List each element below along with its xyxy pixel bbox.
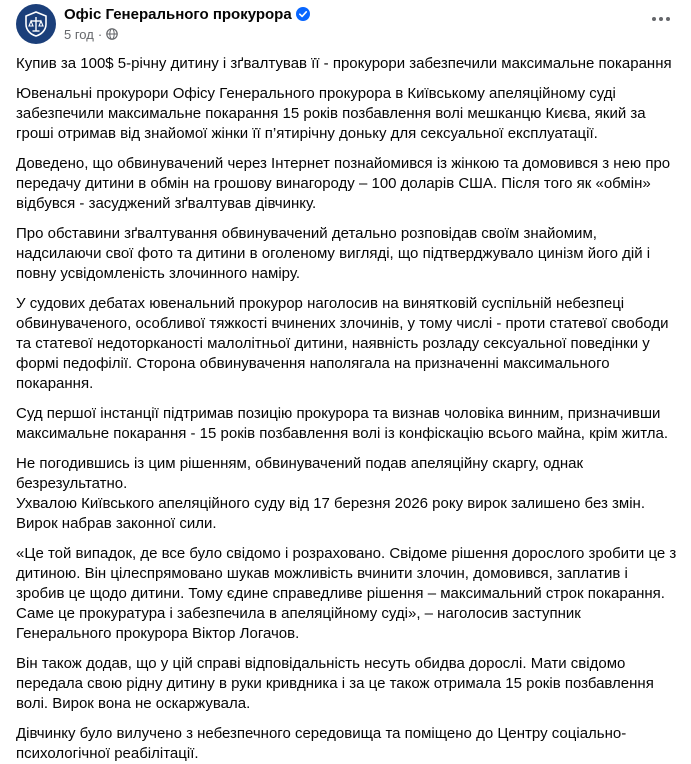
post-paragraph: Він також додав, що у цій справі відповідальність несуть обидва дорослі. Мати свідомо передала свою рідну дитину в руки кривдника і за це також отримала 15 років позбавлення волі. Вирок вона не оскаржувала. bbox=[16, 655, 654, 712]
page-avatar[interactable] bbox=[16, 4, 56, 44]
post-paragraph: Про обставини зґвалтування обвинувачений детально розповідав своїм знайомим, надсилаючи свої фото та дитини в оголеному вигляді, що підтверджувало цинізм його дій і повну усвідомленість злочинного наміру. bbox=[16, 225, 651, 282]
prosecutor-emblem-icon bbox=[22, 10, 50, 38]
post-paragraph: Суд першої інстанції підтримав позицію прокурора та визнав чоловіка винним, призначивши максимальне покарання - 15 років позбавлення волі із конфіскацію всього майна, крім житла. bbox=[16, 405, 669, 442]
author-row bbox=[64, 4, 310, 24]
post-paragraph: У судових дебатах ювенальний прокурор наголосив на винятковій суспільній небезпеці обвинуваченого, особливої тяжкості вчинених злочинів, у тому числі - проти статевої свободи та статевої недоторканості малолітньої дитини, наявність розладу сексуальної поведінки у формі педофілії. Сторона обвинувачення наполягала на призначенні максимального покарання. bbox=[16, 295, 669, 392]
post-meta bbox=[64, 4, 310, 42]
post-paragraph: Дівчинку було вилучено з небезпечного середовища та поміщено до Центру соціально-психологічної реабілітації. bbox=[16, 725, 627, 762]
post-headline: Купив за 100$ 5-річну дитину і зґвалтував її - прокурори забезпечили максимальне покарання bbox=[16, 55, 672, 72]
post-paragraph: Ювенальні прокурори Офісу Генерального прокурора в Київському апеляційному суді забезпечили максимальне покарання 15 років позбавлення волі мешканцю Києва, який за гроші отримав від знайомої жінки її п’ятирічну доньку для сексуальної експлуатації. bbox=[16, 85, 646, 142]
post-paragraph: Доведено, що обвинувачений через Інтернет познайомився із жінкою та домовився з нею про передачу дитини в обмін на грошову винагороду – 100 доларів США. Після того як «обмін» відбувся - засуджений зґвалтував дівчинку. bbox=[16, 155, 671, 212]
more-options-dot bbox=[659, 17, 663, 21]
page-name-link[interactable]: Офіс Генерального прокурора bbox=[64, 5, 292, 23]
post-header bbox=[16, 0, 679, 54]
post-quote: «Це той випадок, де все було свідомо і розраховано. Свідоме рішення дорослого зробити це з дитиною. Він цілеспрямовано шукав можливість вчинити злочин, домовився, заплатив і зробив це щодо дитини. Тому єдине справедливе рішення – максимальний строк покарання. Саме це прокуратура і забезпечила в апеляційному суді», – наголосив заступник Генерального прокурора Віктор Логачов. bbox=[16, 545, 677, 642]
verified-badge-icon bbox=[296, 7, 310, 21]
post-paragraph: Не погодившись із цим рішенням, обвинувачений подав апеляційну скаргу, однак безрезультатно. Ухвалою Київського апеляційного суду від 17 березня 2026 року вирок залишено без змін. Вирок набрав законної сили. bbox=[16, 455, 645, 532]
post-body bbox=[16, 54, 679, 764]
separator-dot: · bbox=[97, 26, 103, 42]
more-options-icon bbox=[652, 17, 656, 21]
more-options-button[interactable] bbox=[647, 8, 675, 30]
post-timestamp-link[interactable]: 5 год bbox=[64, 26, 94, 42]
timestamp-row bbox=[64, 26, 310, 42]
globe-icon[interactable] bbox=[106, 28, 118, 40]
more-options-dot bbox=[666, 17, 670, 21]
